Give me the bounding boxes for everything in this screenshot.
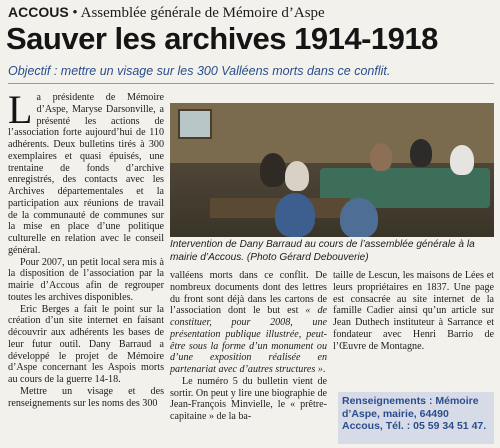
kicker-section: Assemblée générale de Mémoire d’Aspe — [80, 5, 325, 21]
article-column-3 — [333, 270, 494, 352]
paragraph-text: valléens morts dans ce conflit. De nombreux documents dont des lettres du front sont déjà dans les cartons de l’association dont le but est — [170, 270, 327, 317]
paragraph — [170, 270, 327, 376]
section-kicker — [8, 3, 494, 22]
paragraph: a présidente de Mémoire d’Aspe, Maryse Darsonville, a présenté les actions de l’association forte aujourd’hui de 110 adhérents. Deux bulletins tirés à 300 exemplaires et quasi épuisés, une trentaine de fonds d’archive enregistrés, des contacts avec les Archives départementales et la participation aux réunions de travail de la communauté de communes sur la mise en place d’une politique culturelle en relation avec le conseil général. — [8, 92, 164, 256]
article-column-2 — [170, 270, 327, 423]
drop-cap: L — [8, 87, 33, 132]
photo-caption: Intervention de Dany Barraud au cours de l’assemblée générale à la mairie d’Accous. (Photo Gérard Debouverie) — [170, 239, 475, 263]
info-body: Mémoire d’Aspe, mairie, 64490 Accous, Tél. : 05 59 34 51 47. — [342, 395, 487, 432]
paragraph: Eric Berges a fait le point sur la création d’un site internet en faisant découvrir aux adhérents les bases de leur futur outil. Dany Barraud a développé le projet de Mémoire d’Aspe concernant les Aspois morts au cours de la guerre 14-18. — [8, 303, 164, 385]
info-box — [338, 392, 494, 444]
headline: Sauver les archives 1914-1918 — [6, 21, 438, 56]
kicker-place: ACCOUS — [8, 4, 69, 20]
info-label: Renseignements : — [342, 395, 433, 407]
meeting-photo — [170, 103, 494, 237]
quote: « de constituer, pour 2008, une présentation publique illustrée, peut-être sous la forme d’un monument ou d’une exposition réalisée en partenariat avec d’autres structures » — [170, 305, 327, 375]
paragraph: Le numéro 5 du bulletin vient de sortir. On peut y lire une biographie de Jean-François Minvielle, le « prêtre-capitaine » de la ba- — [170, 375, 327, 422]
intro-standfirst: Objectif : mettre un visage sur les 300 Valléens morts dans ce conflit. — [8, 64, 391, 78]
paragraph: taille de Lescun, les maisons de Lées et leurs propriétaires en 1837. Une page est consacrée au site internet de la famille Cadier ainsi qu’un article sur Jean Duthech instituteur à Sarrance et fondateur avec Henri Barrio de l’Œuvre de Montagne. — [333, 270, 494, 352]
paragraph: Mettre un visage et des renseignements sur les noms des 300 — [8, 385, 164, 409]
header-divider — [8, 83, 494, 84]
article-column-1 — [8, 87, 164, 409]
paragraph: Pour 2007, un petit local sera mis à la disposition de l’association par la mairie d’Accous afin de regrouper toutes les archives disponibles. — [8, 256, 164, 303]
paragraph-end: . — [322, 364, 326, 375]
kicker-separator: • — [72, 5, 78, 21]
